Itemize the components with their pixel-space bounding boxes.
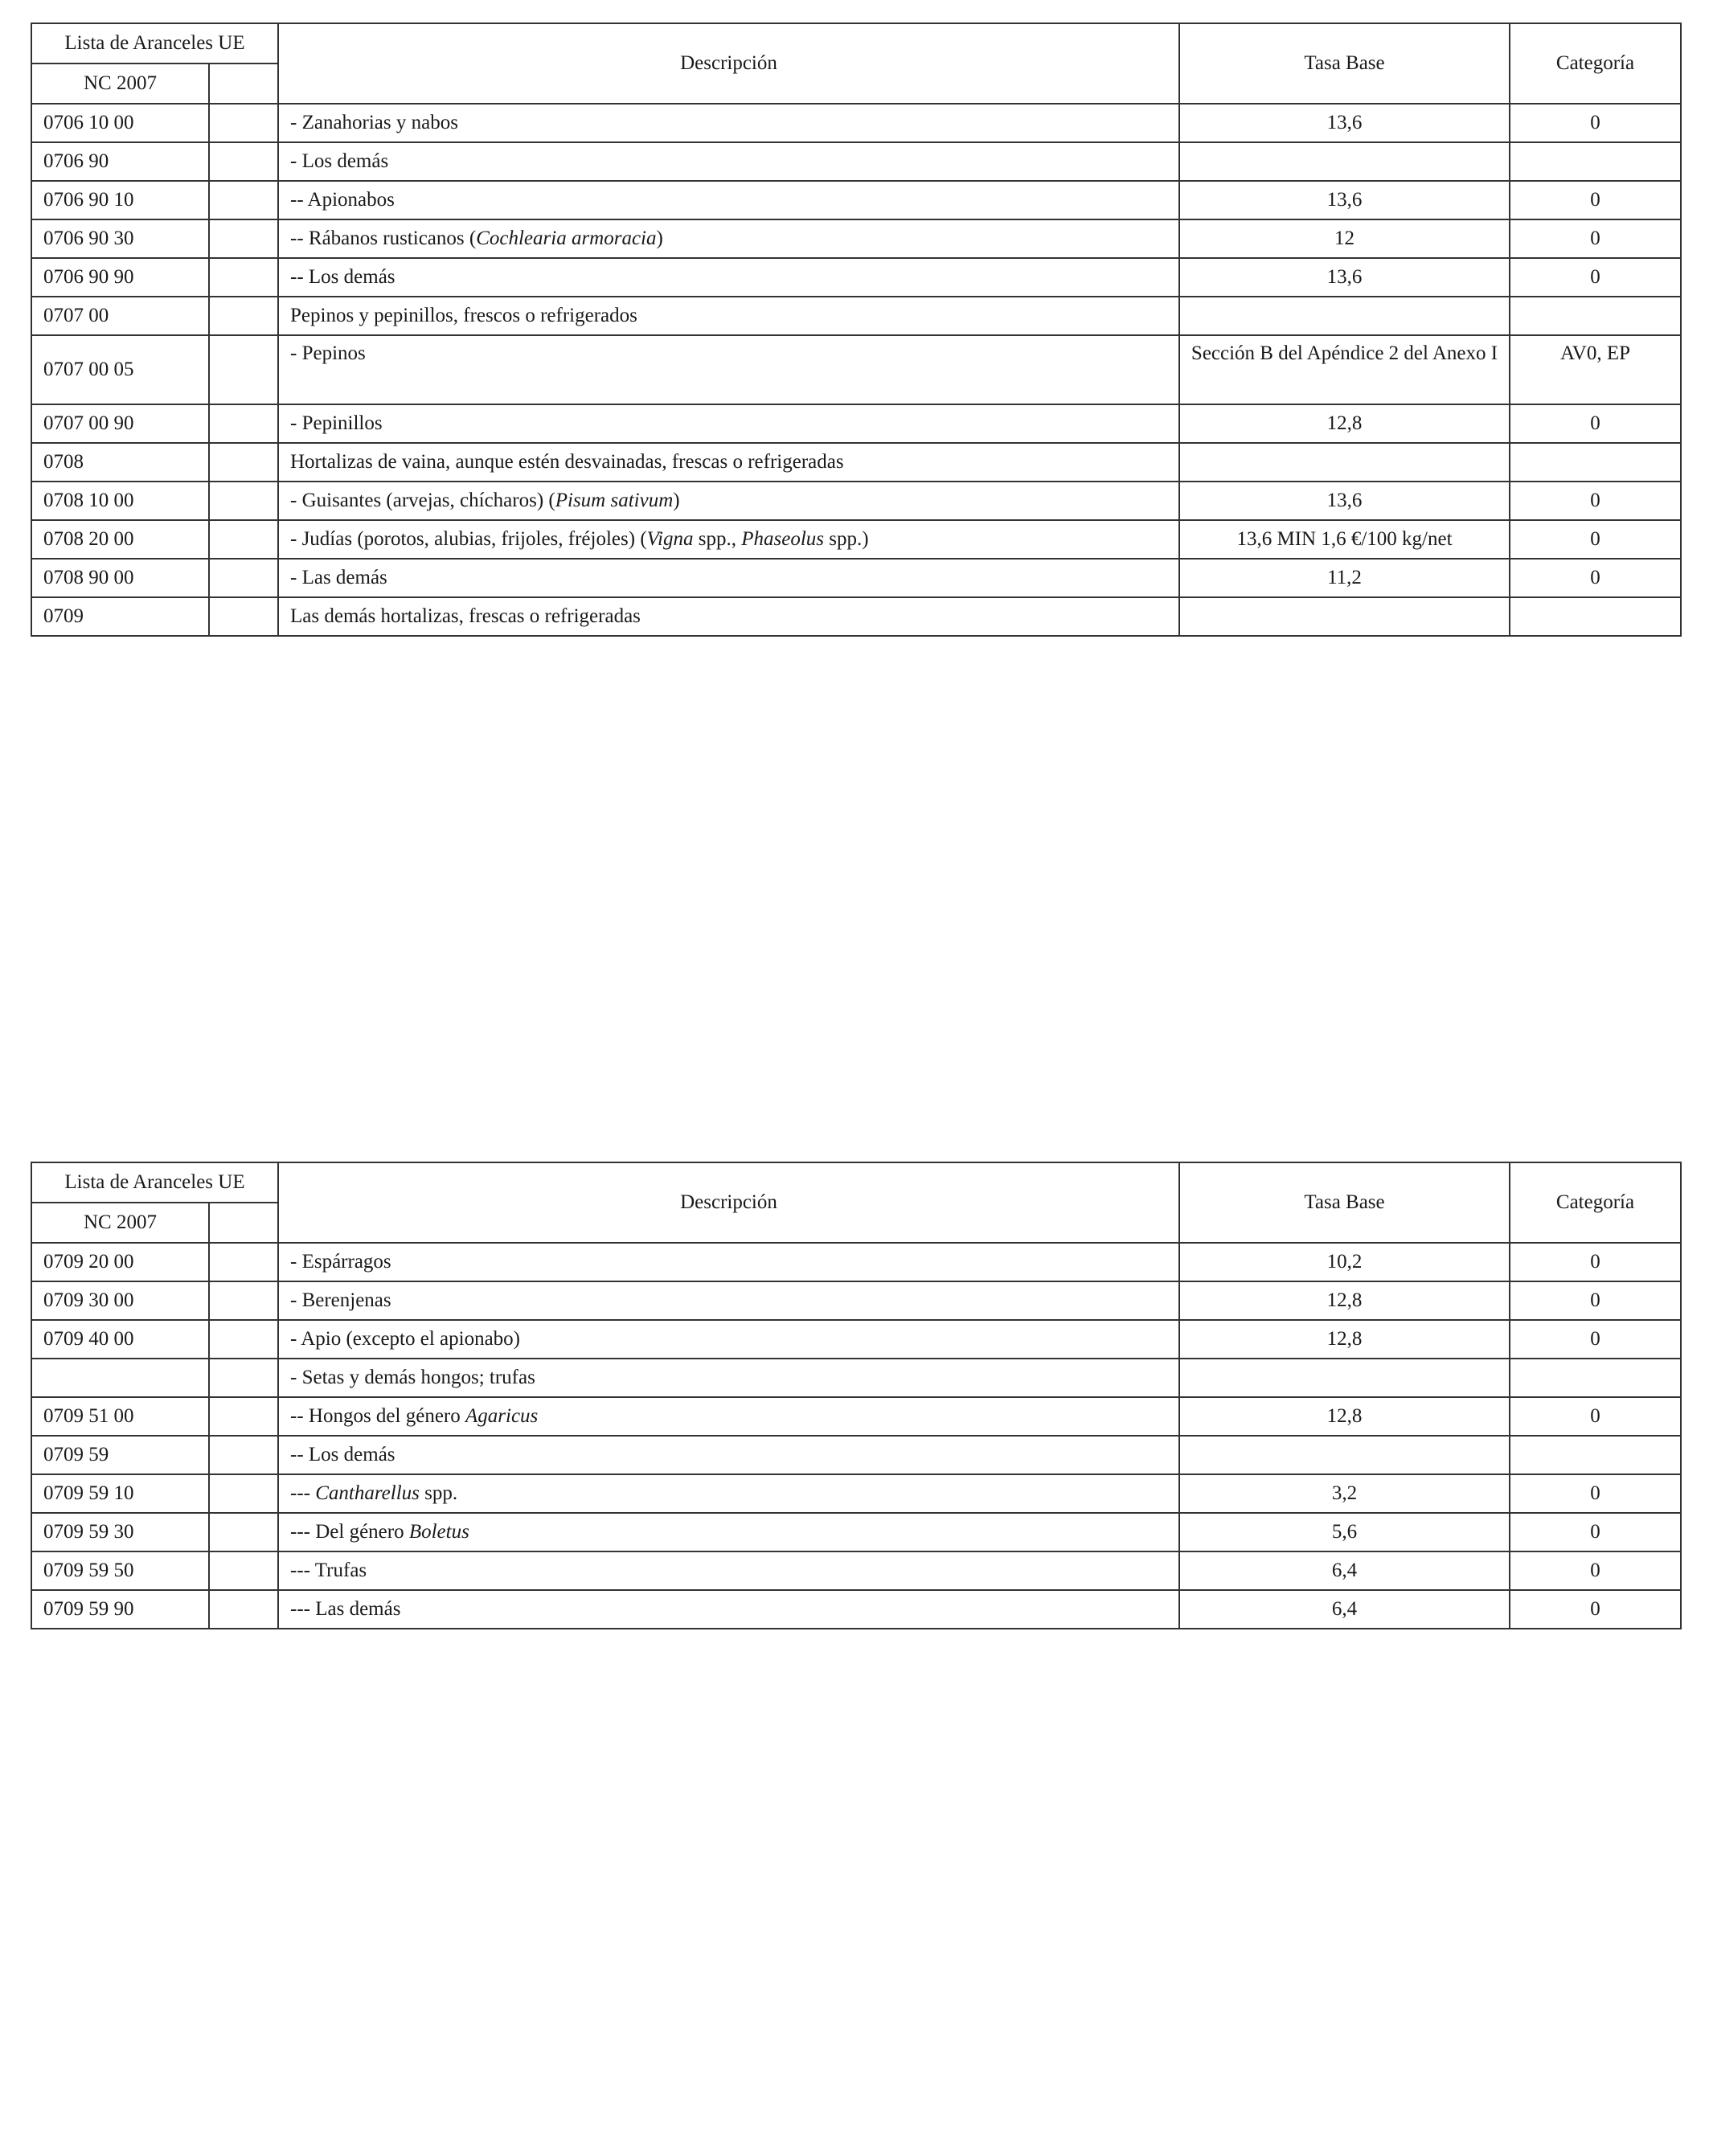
description-cell <box>278 404 1179 443</box>
table-row <box>31 1436 1681 1474</box>
nc-code-cell: 0709 20 00 <box>31 1243 209 1281</box>
categoria-cell <box>1510 297 1681 335</box>
description-text: - Pepinillos <box>290 412 383 434</box>
nc-code-cell: 0709 51 00 <box>31 1397 209 1436</box>
description-text: -- Los demás <box>290 266 395 288</box>
tasa-base-cell: 6,4 <box>1179 1590 1510 1629</box>
header-descripcion: Descripción <box>278 23 1179 104</box>
nc-code-cell: 0709 40 00 <box>31 1320 209 1359</box>
description-text: Las demás hortalizas, frescas o refrigeradas <box>290 605 641 627</box>
tasa-base-cell <box>1179 1359 1510 1397</box>
categoria-cell <box>1510 1359 1681 1397</box>
description-cell <box>278 181 1179 219</box>
blank-cell <box>209 1513 278 1551</box>
header-nc-2007: NC 2007 <box>31 64 209 104</box>
description-italic-text: Pisum sativum <box>555 490 674 511</box>
categoria-cell: 0 <box>1510 181 1681 219</box>
description-text: - Guisantes (arvejas, chícharos) ( <box>290 490 555 511</box>
table-row <box>31 104 1681 142</box>
description-cell <box>278 1513 1179 1551</box>
description-text: - Las demás <box>290 567 387 588</box>
header-tasa-base: Tasa Base <box>1179 1162 1510 1243</box>
table-header <box>31 23 1681 104</box>
description-text: - Espárragos <box>290 1251 391 1273</box>
description-cell <box>278 258 1179 297</box>
blank-cell <box>209 1281 278 1320</box>
categoria-cell: 0 <box>1510 1551 1681 1590</box>
nc-code-cell: 0707 00 05 <box>31 335 209 404</box>
description-cell <box>278 142 1179 181</box>
categoria-cell: 0 <box>1510 1320 1681 1359</box>
nc-code-cell: 0709 59 <box>31 1436 209 1474</box>
tasa-base-cell: 13,6 <box>1179 482 1510 520</box>
description-text: --- Trufas <box>290 1560 367 1581</box>
description-text: Hortalizas de vaina, aunque estén desvainadas, frescas o refrigeradas <box>290 451 844 473</box>
table-header <box>31 1162 1681 1243</box>
categoria-cell: 0 <box>1510 1474 1681 1513</box>
description-text: spp., <box>693 528 742 550</box>
description-text: -- Apionabos <box>290 189 395 211</box>
nc-code-cell: 0706 10 00 <box>31 104 209 142</box>
header-nc-2007: NC 2007 <box>31 1203 209 1243</box>
blank-cell <box>209 258 278 297</box>
nc-code-cell: 0709 59 30 <box>31 1513 209 1551</box>
nc-code-cell: 0706 90 90 <box>31 258 209 297</box>
tariff-table-2 <box>31 1162 1682 1629</box>
categoria-cell: 0 <box>1510 559 1681 597</box>
description-cell <box>278 520 1179 559</box>
categoria-cell <box>1510 1436 1681 1474</box>
table-row <box>31 1243 1681 1281</box>
categoria-cell: 0 <box>1510 1281 1681 1320</box>
description-text: - Pepinos <box>290 342 366 364</box>
description-text: --- Las demás <box>290 1598 401 1620</box>
categoria-cell: 0 <box>1510 520 1681 559</box>
blank-cell <box>209 443 278 482</box>
tasa-base-cell: 6,4 <box>1179 1551 1510 1590</box>
table-row <box>31 181 1681 219</box>
description-italic-text: Agaricus <box>465 1405 539 1427</box>
nc-code-cell: 0709 30 00 <box>31 1281 209 1320</box>
header-empty-cell <box>209 64 278 104</box>
header-categoria: Categoría <box>1510 23 1681 104</box>
description-text: - Berenjenas <box>290 1289 391 1311</box>
header-tasa-base: Tasa Base <box>1179 23 1510 104</box>
blank-cell <box>209 597 278 636</box>
table-row <box>31 1590 1681 1629</box>
categoria-cell: 0 <box>1510 1397 1681 1436</box>
blank-cell <box>209 1320 278 1359</box>
description-text: spp.) <box>824 528 869 550</box>
blank-cell <box>209 335 278 404</box>
blank-cell <box>209 559 278 597</box>
categoria-cell <box>1510 597 1681 636</box>
tasa-base-cell: 13,6 <box>1179 258 1510 297</box>
description-italic-text: Phaseolus <box>741 528 825 550</box>
description-italic-text: Boletus <box>408 1521 469 1543</box>
table-row <box>31 482 1681 520</box>
table-row <box>31 1551 1681 1590</box>
description-text: - Apio (excepto el apionabo) <box>290 1328 521 1350</box>
tasa-base-cell: 12 <box>1179 219 1510 258</box>
blank-cell <box>209 1359 278 1397</box>
table-row <box>31 1513 1681 1551</box>
blank-cell <box>209 1243 278 1281</box>
header-categoria: Categoría <box>1510 1162 1681 1243</box>
categoria-cell: 0 <box>1510 258 1681 297</box>
blank-cell <box>209 520 278 559</box>
description-text: - Los demás <box>290 150 389 172</box>
categoria-cell: 0 <box>1510 104 1681 142</box>
nc-code-cell: 0709 59 10 <box>31 1474 209 1513</box>
table-row <box>31 1474 1681 1513</box>
tasa-base-cell: 5,6 <box>1179 1513 1510 1551</box>
table-row <box>31 520 1681 559</box>
tasa-base-cell: 13,6 <box>1179 104 1510 142</box>
description-text: --- <box>290 1482 316 1504</box>
description-cell <box>278 1359 1179 1397</box>
nc-code-cell: 0709 59 50 <box>31 1551 209 1590</box>
categoria-cell: 0 <box>1510 219 1681 258</box>
tasa-base-cell: 12,8 <box>1179 1320 1510 1359</box>
tasa-base-cell: 12,8 <box>1179 1397 1510 1436</box>
table-row <box>31 335 1681 404</box>
description-cell <box>278 1243 1179 1281</box>
blank-cell <box>209 181 278 219</box>
tasa-base-cell <box>1179 443 1510 482</box>
tasa-base-cell <box>1179 1436 1510 1474</box>
header-descripcion: Descripción <box>278 1162 1179 1243</box>
tasa-base-cell: 3,2 <box>1179 1474 1510 1513</box>
table-row <box>31 1397 1681 1436</box>
description-text: -- Rábanos rusticanos ( <box>290 227 477 249</box>
table-body <box>31 1243 1681 1629</box>
header-lista-aranceles: Lista de Aranceles UE <box>31 1162 278 1203</box>
table-row <box>31 1281 1681 1320</box>
tariff-table-1 <box>31 23 1682 637</box>
description-cell <box>278 1320 1179 1359</box>
blank-cell <box>209 1590 278 1629</box>
tasa-base-cell <box>1179 297 1510 335</box>
description-text: -- Hongos del género <box>290 1405 465 1427</box>
blank-cell <box>209 142 278 181</box>
blank-cell <box>209 1397 278 1436</box>
table-row <box>31 1359 1681 1397</box>
nc-code-cell: 0706 90 10 <box>31 181 209 219</box>
description-cell <box>278 559 1179 597</box>
table-row <box>31 219 1681 258</box>
nc-code-cell: 0708 90 00 <box>31 559 209 597</box>
blank-cell <box>209 219 278 258</box>
tasa-base-cell <box>1179 597 1510 636</box>
nc-code-cell: 0708 <box>31 443 209 482</box>
blank-cell <box>209 104 278 142</box>
description-cell <box>278 297 1179 335</box>
header-empty-cell <box>209 1203 278 1243</box>
blank-cell <box>209 1436 278 1474</box>
nc-code-cell: 0709 <box>31 597 209 636</box>
description-italic-text: Cantharellus <box>315 1482 420 1504</box>
description-cell <box>278 1397 1179 1436</box>
categoria-cell <box>1510 443 1681 482</box>
description-text: Pepinos y pepinillos, frescos o refrigerados <box>290 305 637 326</box>
description-italic-text: Cochlearia armoracia <box>476 227 657 249</box>
description-cell <box>278 1474 1179 1513</box>
description-cell <box>278 104 1179 142</box>
blank-cell <box>209 1474 278 1513</box>
description-text: ) <box>656 227 663 249</box>
table-row <box>31 597 1681 636</box>
header-lista-aranceles: Lista de Aranceles UE <box>31 23 278 64</box>
tasa-base-cell: 12,8 <box>1179 404 1510 443</box>
description-text: -- Los demás <box>290 1444 395 1465</box>
nc-code-cell: 0708 10 00 <box>31 482 209 520</box>
nc-code-cell: 0707 00 <box>31 297 209 335</box>
description-cell <box>278 335 1179 404</box>
table-row <box>31 258 1681 297</box>
tasa-base-cell: 13,6 <box>1179 181 1510 219</box>
blank-cell <box>209 482 278 520</box>
table-row <box>31 297 1681 335</box>
nc-code-cell <box>31 1359 209 1397</box>
description-text: --- Del género <box>290 1521 409 1543</box>
tasa-base-cell: 10,2 <box>1179 1243 1510 1281</box>
description-cell <box>278 219 1179 258</box>
categoria-cell: 0 <box>1510 1513 1681 1551</box>
description-cell <box>278 597 1179 636</box>
table-row <box>31 404 1681 443</box>
description-text: - Zanahorias y nabos <box>290 112 458 133</box>
tasa-base-cell: Sección B del Apéndice 2 del Anexo I <box>1179 335 1510 404</box>
blank-cell <box>209 404 278 443</box>
table-row <box>31 1320 1681 1359</box>
description-cell <box>278 1281 1179 1320</box>
description-cell <box>278 443 1179 482</box>
table-row <box>31 443 1681 482</box>
tasa-base-cell: 13,6 MIN 1,6 €/100 kg/net <box>1179 520 1510 559</box>
table-row <box>31 142 1681 181</box>
tasa-base-cell: 11,2 <box>1179 559 1510 597</box>
nc-code-cell: 0709 59 90 <box>31 1590 209 1629</box>
description-italic-text: Vigna <box>646 528 694 550</box>
blank-cell <box>209 1551 278 1590</box>
table-row <box>31 559 1681 597</box>
categoria-cell: 0 <box>1510 1590 1681 1629</box>
nc-code-cell: 0708 20 00 <box>31 520 209 559</box>
description-cell <box>278 1590 1179 1629</box>
nc-code-cell: 0707 00 90 <box>31 404 209 443</box>
description-cell <box>278 1551 1179 1590</box>
description-cell <box>278 482 1179 520</box>
table-body <box>31 104 1681 636</box>
description-cell <box>278 1436 1179 1474</box>
nc-code-cell: 0706 90 <box>31 142 209 181</box>
tasa-base-cell <box>1179 142 1510 181</box>
categoria-cell: 0 <box>1510 404 1681 443</box>
nc-code-cell: 0706 90 30 <box>31 219 209 258</box>
description-text: spp. <box>419 1482 458 1504</box>
tasa-base-cell: 12,8 <box>1179 1281 1510 1320</box>
description-text: ) <box>673 490 680 511</box>
categoria-cell <box>1510 142 1681 181</box>
description-text: - Setas y demás hongos; trufas <box>290 1367 535 1388</box>
categoria-cell: 0 <box>1510 1243 1681 1281</box>
description-text: - Judías (porotos, alubias, frijoles, fréjoles) ( <box>290 528 647 550</box>
categoria-cell: AV0, EP <box>1510 335 1681 404</box>
blank-cell <box>209 297 278 335</box>
categoria-cell: 0 <box>1510 482 1681 520</box>
